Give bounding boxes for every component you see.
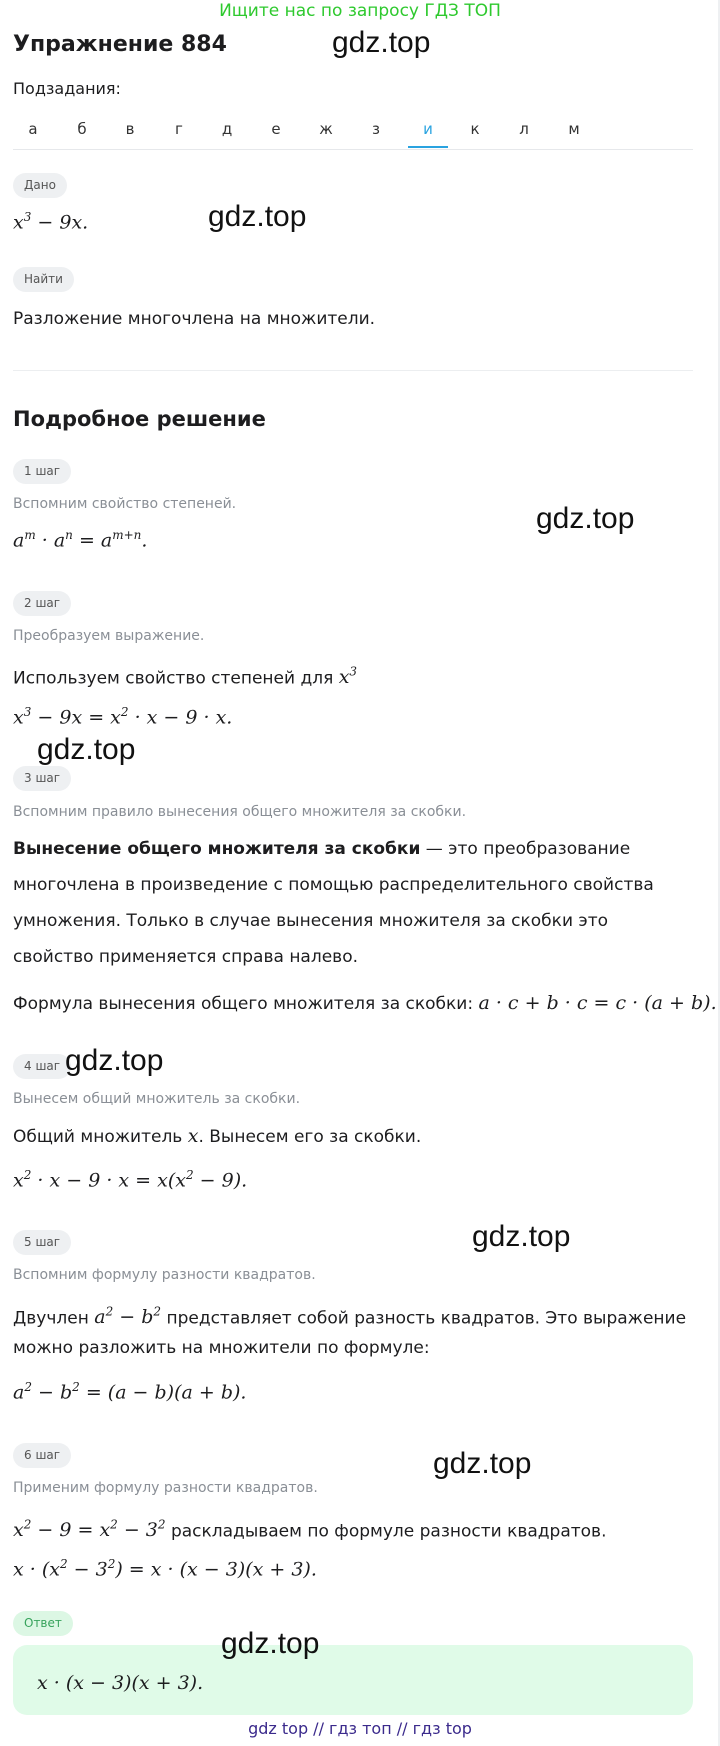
tab-l[interactable]: л xyxy=(519,120,529,138)
step-3-bold: Вынесение общего множителя за скобки xyxy=(13,839,421,859)
watermark: gdz.top xyxy=(472,1220,571,1253)
step-1-hint: Вспомним свойство степеней. xyxy=(13,496,237,512)
step-5-chip: 5 шаг xyxy=(13,1230,71,1255)
divider xyxy=(13,370,693,371)
tab-zh[interactable]: ж xyxy=(319,120,333,138)
step-2-math: $x^3 - 9x = x^2 \cdot x - 9 \cdot x$. xyxy=(13,705,233,729)
step-2-hint: Преобразуем выражение. xyxy=(13,628,205,644)
step-4-text-math: x xyxy=(187,1125,199,1147)
subtasks-label: Подзадания: xyxy=(13,79,121,98)
footer-links[interactable]: gdz top // гдз топ // гдз top xyxy=(248,1719,472,1738)
step-3-definition xyxy=(13,831,693,975)
find-text: Разложение многочлена на множители. xyxy=(13,309,376,329)
answer-math: x · (x − 3)(x + 3). xyxy=(37,1672,204,1694)
subtask-tabs xyxy=(13,108,693,150)
step-2-text-part: Используем свойство степеней для xyxy=(13,668,334,689)
step-4-text xyxy=(13,1118,421,1155)
watermark: gdz.top xyxy=(65,1044,164,1077)
step-4-hint: Вынесем общий множитель за скобки. xyxy=(13,1091,301,1107)
watermark: gdz.top xyxy=(536,502,635,535)
given-math: $x^3 - 9x$. xyxy=(13,210,89,234)
tab-z[interactable]: з xyxy=(372,120,380,138)
watermark: gdz.top xyxy=(208,200,307,233)
step-3-hint: Вспомним правило вынесения общего множителя за скобки. xyxy=(13,804,467,820)
step-3-formula-text: Формула вынесения общего множителя за скобки: xyxy=(13,994,474,1014)
watermark: gdz.top xyxy=(332,26,431,59)
step-2-chip: 2 шаг xyxy=(13,591,71,616)
tab-e[interactable]: е xyxy=(271,120,281,138)
step-3-chip: 3 шаг xyxy=(13,766,71,791)
step-2-text xyxy=(13,654,357,696)
step-5-text-b: представляет собой разность квадратов. Это выражение xyxy=(166,1308,687,1329)
step-5-text-c: можно разложить на множители по формуле: xyxy=(13,1338,430,1358)
solution-title: Подробное решение xyxy=(13,407,266,431)
step-3-formula xyxy=(13,985,717,1022)
answer-chip: Ответ xyxy=(13,1611,73,1636)
tab-a[interactable]: а xyxy=(28,120,38,138)
step-6-hint: Применим формулу разности квадратов. xyxy=(13,1480,318,1496)
step-6-text-b: раскладываем по формуле разности квадратов. xyxy=(170,1521,607,1542)
tab-i[interactable]: и xyxy=(423,120,433,138)
step-1-math: $a^m \cdot a^n = a^{m+n}$. xyxy=(13,528,148,552)
step-6-math: $x \cdot (x^2 - 3^2) = x \cdot (x - 3)(x + 3)$. xyxy=(13,1557,317,1581)
find-chip: Найти xyxy=(13,267,74,292)
step-5-math: $a^2 - b^2 = (a - b)(a + b)$. xyxy=(13,1380,247,1404)
tab-b[interactable]: б xyxy=(77,120,87,138)
active-tab-indicator xyxy=(408,146,448,148)
tab-g[interactable]: г xyxy=(175,120,183,138)
step-4-math: $x^2 \cdot x - 9 \cdot x = x(x^2 - 9)$. xyxy=(13,1168,248,1192)
tab-k[interactable]: к xyxy=(470,120,480,138)
step-5-hint: Вспомним формулу разности квадратов. xyxy=(13,1267,316,1283)
step-4-chip: 4 шаг xyxy=(13,1054,71,1079)
step-6-text-math: $x^2 - 9 = x^2 - 3^2$ xyxy=(13,1518,166,1542)
step-2-text-math: $x^3$ xyxy=(338,665,358,689)
given-chip: Дано xyxy=(13,173,67,198)
promo-banner[interactable]: Ищите нас по запросу ГДЗ ТОП xyxy=(219,1,501,21)
tab-v[interactable]: в xyxy=(125,120,135,138)
step-3-formula-math: a · c + b · c = c · (a + b). xyxy=(478,992,717,1014)
step-5-text-math: $a^2 - b^2$ xyxy=(94,1305,162,1329)
watermark: gdz.top xyxy=(433,1447,532,1480)
step-6-text xyxy=(13,1507,606,1549)
step-6-chip: 6 шаг xyxy=(13,1443,71,1468)
watermark: gdz.top xyxy=(221,1627,320,1660)
step-4-text-a: Общий множитель xyxy=(13,1127,183,1147)
step-1-chip: 1 шаг xyxy=(13,459,71,484)
page-title: Упражнение 884 xyxy=(13,32,227,57)
tab-m[interactable]: м xyxy=(568,120,580,138)
step-5-text-a: Двучлен xyxy=(13,1308,89,1329)
step-3-para: — это преобразование многочлена в произведение с помощью распределительного свойства умножения. Только в случае вынесения множителя за скобки это свойство применяется справа налево. xyxy=(13,839,654,967)
step-4-text-b: . Вынесем его за скобки. xyxy=(198,1127,422,1147)
watermark: gdz.top xyxy=(37,733,136,766)
tab-d[interactable]: д xyxy=(221,120,233,138)
